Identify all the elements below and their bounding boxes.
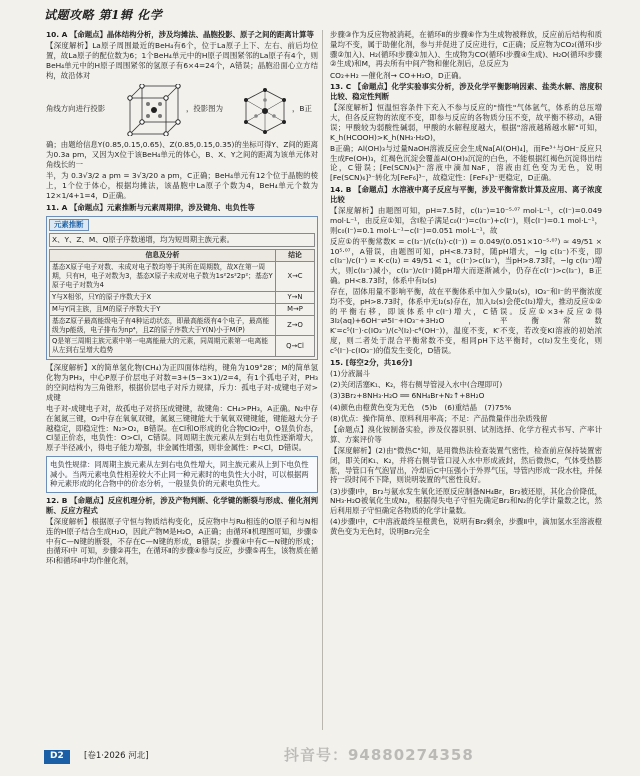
table-cell: Y→N [276,291,315,303]
q10-analysis-4: 半，为 0.3√3/2 a pm = 3√3/20 a pm，C正确；BeH₄单元有12个位于晶胞的棱上，1个位于体心，根据均摊法，该晶胞中La原子个数为4，BeH₄单元个数为12×1/4+1=4，D正确。 [46,171,318,200]
q11-analysis-1: 【深度解析】X的简单氢化物(CH₄)为正四面体结构，键角为109°28′；M的简单氢化物为PH₃，中心P原子价层电子对数=3+(5−3×1)/2=4，有1个孤电子对，PH₃的空间结构为三角锥形，根据价层电子对斥力规律，斥力：孤电子对-成键电子对>成键 [46,363,318,402]
q11-heading: 11. A 【命题点】元素推断与元素周期律，涉及键角、电负性等 [46,203,255,213]
page-header: 试题攻略 第1辑 化学 [44,8,163,22]
page-number: D2 [44,750,70,764]
element-inference-box [46,216,318,360]
table-cell: Z→O [276,315,315,336]
edition-label: [卷1·2026 河北] [84,751,149,761]
unit-cell-diagram [124,84,182,136]
electronegativity-note: 电负性规律：同周期主族元素从左到右电负性增大，同主族元素从上到下电负性减小。当两元素电负性相差较大不止同一种元素时的电负性大小时，可以根据两种元素形成的化合物中的价态分析，一般显负价的元素电负性大。 [46,456,318,493]
table-cell: X→C [276,261,315,291]
q15-analysis-3: (4)步骤Ⅰ中，C中溶液最终呈橙黄色，说明有Br₂剩余，步骤Ⅱ中，滴加氢水至溶液橙黄色变为无色时，说明Br₂完全 [330,517,602,537]
q14-analysis-2: 反应①的平衡常数K = c(I₃⁻)/(c(I₂)·c(I⁻)) = 0.049/(0.051×10⁻⁵·⁰⁷) ≈ 49/51 × 10⁵·⁰⁷，A错误，由题图可知，pH<8.73时，随pH增大，−lg c(I₃⁻)不变，即c(I₃⁻)/c(I⁻) = K·c(I₂) = 49/51 < 1，c(I⁻)>c(I₃⁻)，当pH>8.73时，−lg c(I₃⁻)增大，则c(I₃⁻)减小，c(I₃⁻)/c(I⁻)随pH增大而逐渐减小，仍存在c(I⁻)>c(I₃⁻)，B正确。pH<8.73时，体系中有I₂(s) [330,236,602,285]
table-row [50,336,315,357]
left-column [46,30,318,567]
q14-analysis-3: 存在，固体用量不影响平衡，故在平衡体系中加入少量I₂(s)，IO₃⁻和I⁻的平衡浓度均不变，pH>8.73时，体系中无I₂(s)存在，加入I₂(s)会使c(I₂)增大，推动反应①②的平衡右移，即该体系中c(I⁻)增大，C错误。反应①×3+反应②得3I₂(aq)+6OH⁻⇌5I⁻+IO₃⁻+3H₂O，平衡常数K′=c⁵(I⁻)·c(IO₃⁻)/(c³(I₂)·c⁶(OH⁻))，温度不变，K′不变，若改变KI溶液的初始浓度，则二者处于混合平衡常数不变，相同pH下达平衡时，c(I₂)发生变化，则c⁵(I⁻)·c(IO₃⁻)的值发生变化，D错误。 [330,287,602,355]
watermark: 抖音号：94880274358 [284,746,474,764]
q10-analysis-3: 确；由题给信息Y(0.85,0.15,0.65)、Z(0.85,0.15,0.35)的坐标可得Y、Z间的距离为0.3a pm，又因为X位于该BeH₄单元的体心，B、X、Y之间的距离为该单元体对角线长的一 [46,140,318,169]
q10-analysis-2: 角线方向进行投影 [46,104,106,114]
q15-topic: 【命题点】溴化铵制备实验，涉及仪器识别、试剂选择、化学方程式书写、产率计算、方案评价等 [330,425,602,444]
q15-answer-line: (3)3Br₂+8NH₃·H₂O ══ 6NH₄Br+N₂↑+8H₂O [330,391,485,401]
element-inference-title: 元素推断 [49,219,89,231]
table-row [50,291,315,303]
table-cell: M与Y同主族，且M的原子序数大于Y [50,303,276,315]
q13-analysis-1: 【深度解析】恒温恒容条件下充入不参与反应的"惰性"气体氩气，体系的总压增大，但各反应物的浓度不变，即参与反应的各物质分压不变，故平衡不移动，A错误；甲酸较为弱酸性碱弱，甲酸的水解程度越大，根据"溶液越稀越水解"可知，K_h(HCOOH)>K_h(NH₃·H₂O)， [330,103,602,142]
q15-heading: 15. [每空2分，共16分] [330,357,413,367]
projection-diagram [242,88,288,134]
q10-analysis-2c: ，B正 [292,104,312,114]
q13-analysis-2: B正确；Al(OH)₃与过量NaOH溶液反应会生成Na[Al(OH)₄]，而Fe³⁺与OH⁻反应只生成Fe(OH)₃，红褐色沉淀会覆盖Al(OH)₃沉淀的白色，不能根据红褐色沉淀得出结论，C错误；[Fe(SCN)₆]³⁻溶液中滴加NaF，溶液由红色变为无色，说明[Fe(SCN)₆]³⁻转化为[FeF₆]³⁻，故稳定性：[FeF₆]³⁻更稳定，D正确。 [330,143,602,183]
element-inference-intro: X、Y、Z、M、Q原子序数递增，均为短周期主族元素。 [49,233,315,247]
table-header-row [50,249,315,261]
table-cell: Q→Cl [276,336,315,357]
q15-answer-line: (1)分液漏斗 [330,368,371,378]
q15-analysis-2: (3)步骤Ⅰ中，Br₂与氨水发生氧化还原反应制备NH₄Br，Br₂被还原，其化合价降低，NH₃·H₂O被氧化生成N₂，根据得失电子守恒先确定Br₂和N₂的化学计量数之比，然后利用原子守恒确定各物质的化学计量数。 [330,486,602,516]
q14-analysis-1: 【深度解析】由题图可知，pH=7.5时，c(I₃⁻)=10⁻⁵·⁰⁷ mol·L⁻¹，c(I⁻)=0.049 mol·L⁻¹，由反应①知，含I粒子满足c₀(I⁻)=c(I₃⁻)+c(I⁻)，则c(I⁻)=0.1 mol·L⁻¹，则c₀(I⁻)=0.1 mol·L⁻¹−c(I⁻)=0.051 mol·L⁻¹，故 [330,206,602,235]
q12-heading: 12. B 【命题点】反应机理分析，涉及产物判断、化学键的断裂与形成、催化剂判断、反应方程式 [46,496,318,515]
q10-analysis-1: 【深度解析】La原子周围最近的BeH₄有6个，位于La原子上下、左右、前后均位置，故La原子的配位数为6；1个BeH₄单元中的H原子周围紧邻的La原子有4个，则BeH₄单元中的H原子周围紧邻的氢原子有6×4=24个，A错误；晶胞沿面心立方结构，故沿体对 [46,41,318,80]
q11-analysis-2: 电子对-成键电子对，故孤电子对挤压成键键，故键角：CH₄>PH₃，A正确。N₂中存在氮氮三键，O₂中存在氧氧双键，氮氮三键键能大于氧氧双键键能，键能越大分子越稳定，即稳定性：N₂>O₂，B错误。在Cl和O形成的化合物ClO₂中，O显负价态，Cl显正价态，电负性：O>Cl，C错误。同周期主族元素从左到右电负性逐渐增大，原子半径减小，得电子能力增强，非金属性增强，则非金属性：P<Cl，D错误。 [46,403,318,453]
q12-analysis-cont: 步骤③作为反应物被消耗，在循环Ⅱ的步骤⑥作为生成物被释放，反应前后结构和质量均不变，属于助催化剂，参与并促进了反应进行，C正确；反应物为CO₂(循环Ⅰ步骤②加入)、H₂(循环Ⅰ步骤①加入)、生成物为CO(循环Ⅰ步骤④生成)、H₂O(循环Ⅰ步骤②生成)和M，再去所有中间产物和催化剂后，总反应为 [330,30,602,69]
table-cell: M→P [276,303,315,315]
table-cell: 基态Z原子最高能级电子有4种运动状态，即最高能级有4个电子，最高能级为p能级，电子排布为np⁴，且Z的原子序数大于Y(N)小于M(P) [50,315,276,336]
q10-figure-row [46,82,318,138]
table-cell: 基态X原子电子对数、未成对电子数均等于其所在周期数，故X在第一周期，只有H，电子对数为3，基态X原子未成对电子数为1s²2s²2p²；基态Y原子电子对数为4 [50,261,276,291]
table-cell: Q是第三周期主族元素中第一电离能最大的元素，同周期元素第一电离能从左到右呈增大趋势 [50,336,276,357]
table-header-cell: 结论 [276,249,315,261]
q15-answer-line: (8)优点：操作简单、原料利用率高；不足：产品微量伴出杂质残留 [330,413,548,423]
table-row [50,303,315,315]
q14-heading: 14. B 【命题点】水溶液中离子反应与平衡，涉及平衡常数计算及应用、离子浓度比较 [330,184,602,204]
table-header-cell: 信息及分析 [50,249,276,261]
q15-analysis-1: 【深度解析】(2)由"微热C"知，是用微热法检查装置气密性，检查前应保持装置密闭，即关闭K₁、K₂，并将右侧导管口浸入水中形成液封，然后微热C，气体受热膨胀，导管口有气泡冒出，冷却后C中压强小于外界气压，导管内形成一段水柱，并保持一段时间不下降，则说明装置的气密性良好。 [330,446,602,485]
inference-table [49,249,315,358]
table-row [50,315,315,336]
right-column [330,30,602,539]
column-divider [322,30,323,730]
q15-answer-line: (2)关闭活塞K₁、K₂，将右侧导管浸入水中(合理即可) [330,380,503,390]
q10-heading: 10. A 【命题点】晶体结构分析，涉及均摊法、晶胞投影、原子之间的距离计算等 [46,30,314,39]
q15-answer-line: (4)颜色由橙黄色变为无色 (5)b (6)重结晶 (7)75% [330,402,512,412]
q13-heading: 13. C 【命题点】化学实验事实分析，涉及化学平衡影响因素、盐类水解、溶度积比较、稳定性判断 [330,82,602,102]
table-cell: Y与X相邻，只Y的原子序数大于X [50,291,276,303]
q10-analysis-2b: ，投影图为 [186,104,223,114]
q12-equation: CO₂+H₂ —催化剂→ CO+H₂O，D正确。 [330,70,466,80]
page-footer [44,746,604,768]
table-row [50,261,315,291]
q12-analysis-1: 【深度解析】根据原子守恒与物质结构变化，反应物中与Ru相连的O原子和与N相连的H原子结合生成H₂O，因此产物M是H₂O，A正确；由循环Ⅱ机理图可知，步骤⑤中有C—N键的断裂，不存在C—N键的形成，B错误；步骤④中有C—N键的形成；由循环Ⅰ中 可知，步骤②再生，在循环Ⅱ的步骤④参与反应，步骤⑤再生，该物质在循环Ⅰ和循环Ⅱ中均作催化剂， [46,517,318,566]
